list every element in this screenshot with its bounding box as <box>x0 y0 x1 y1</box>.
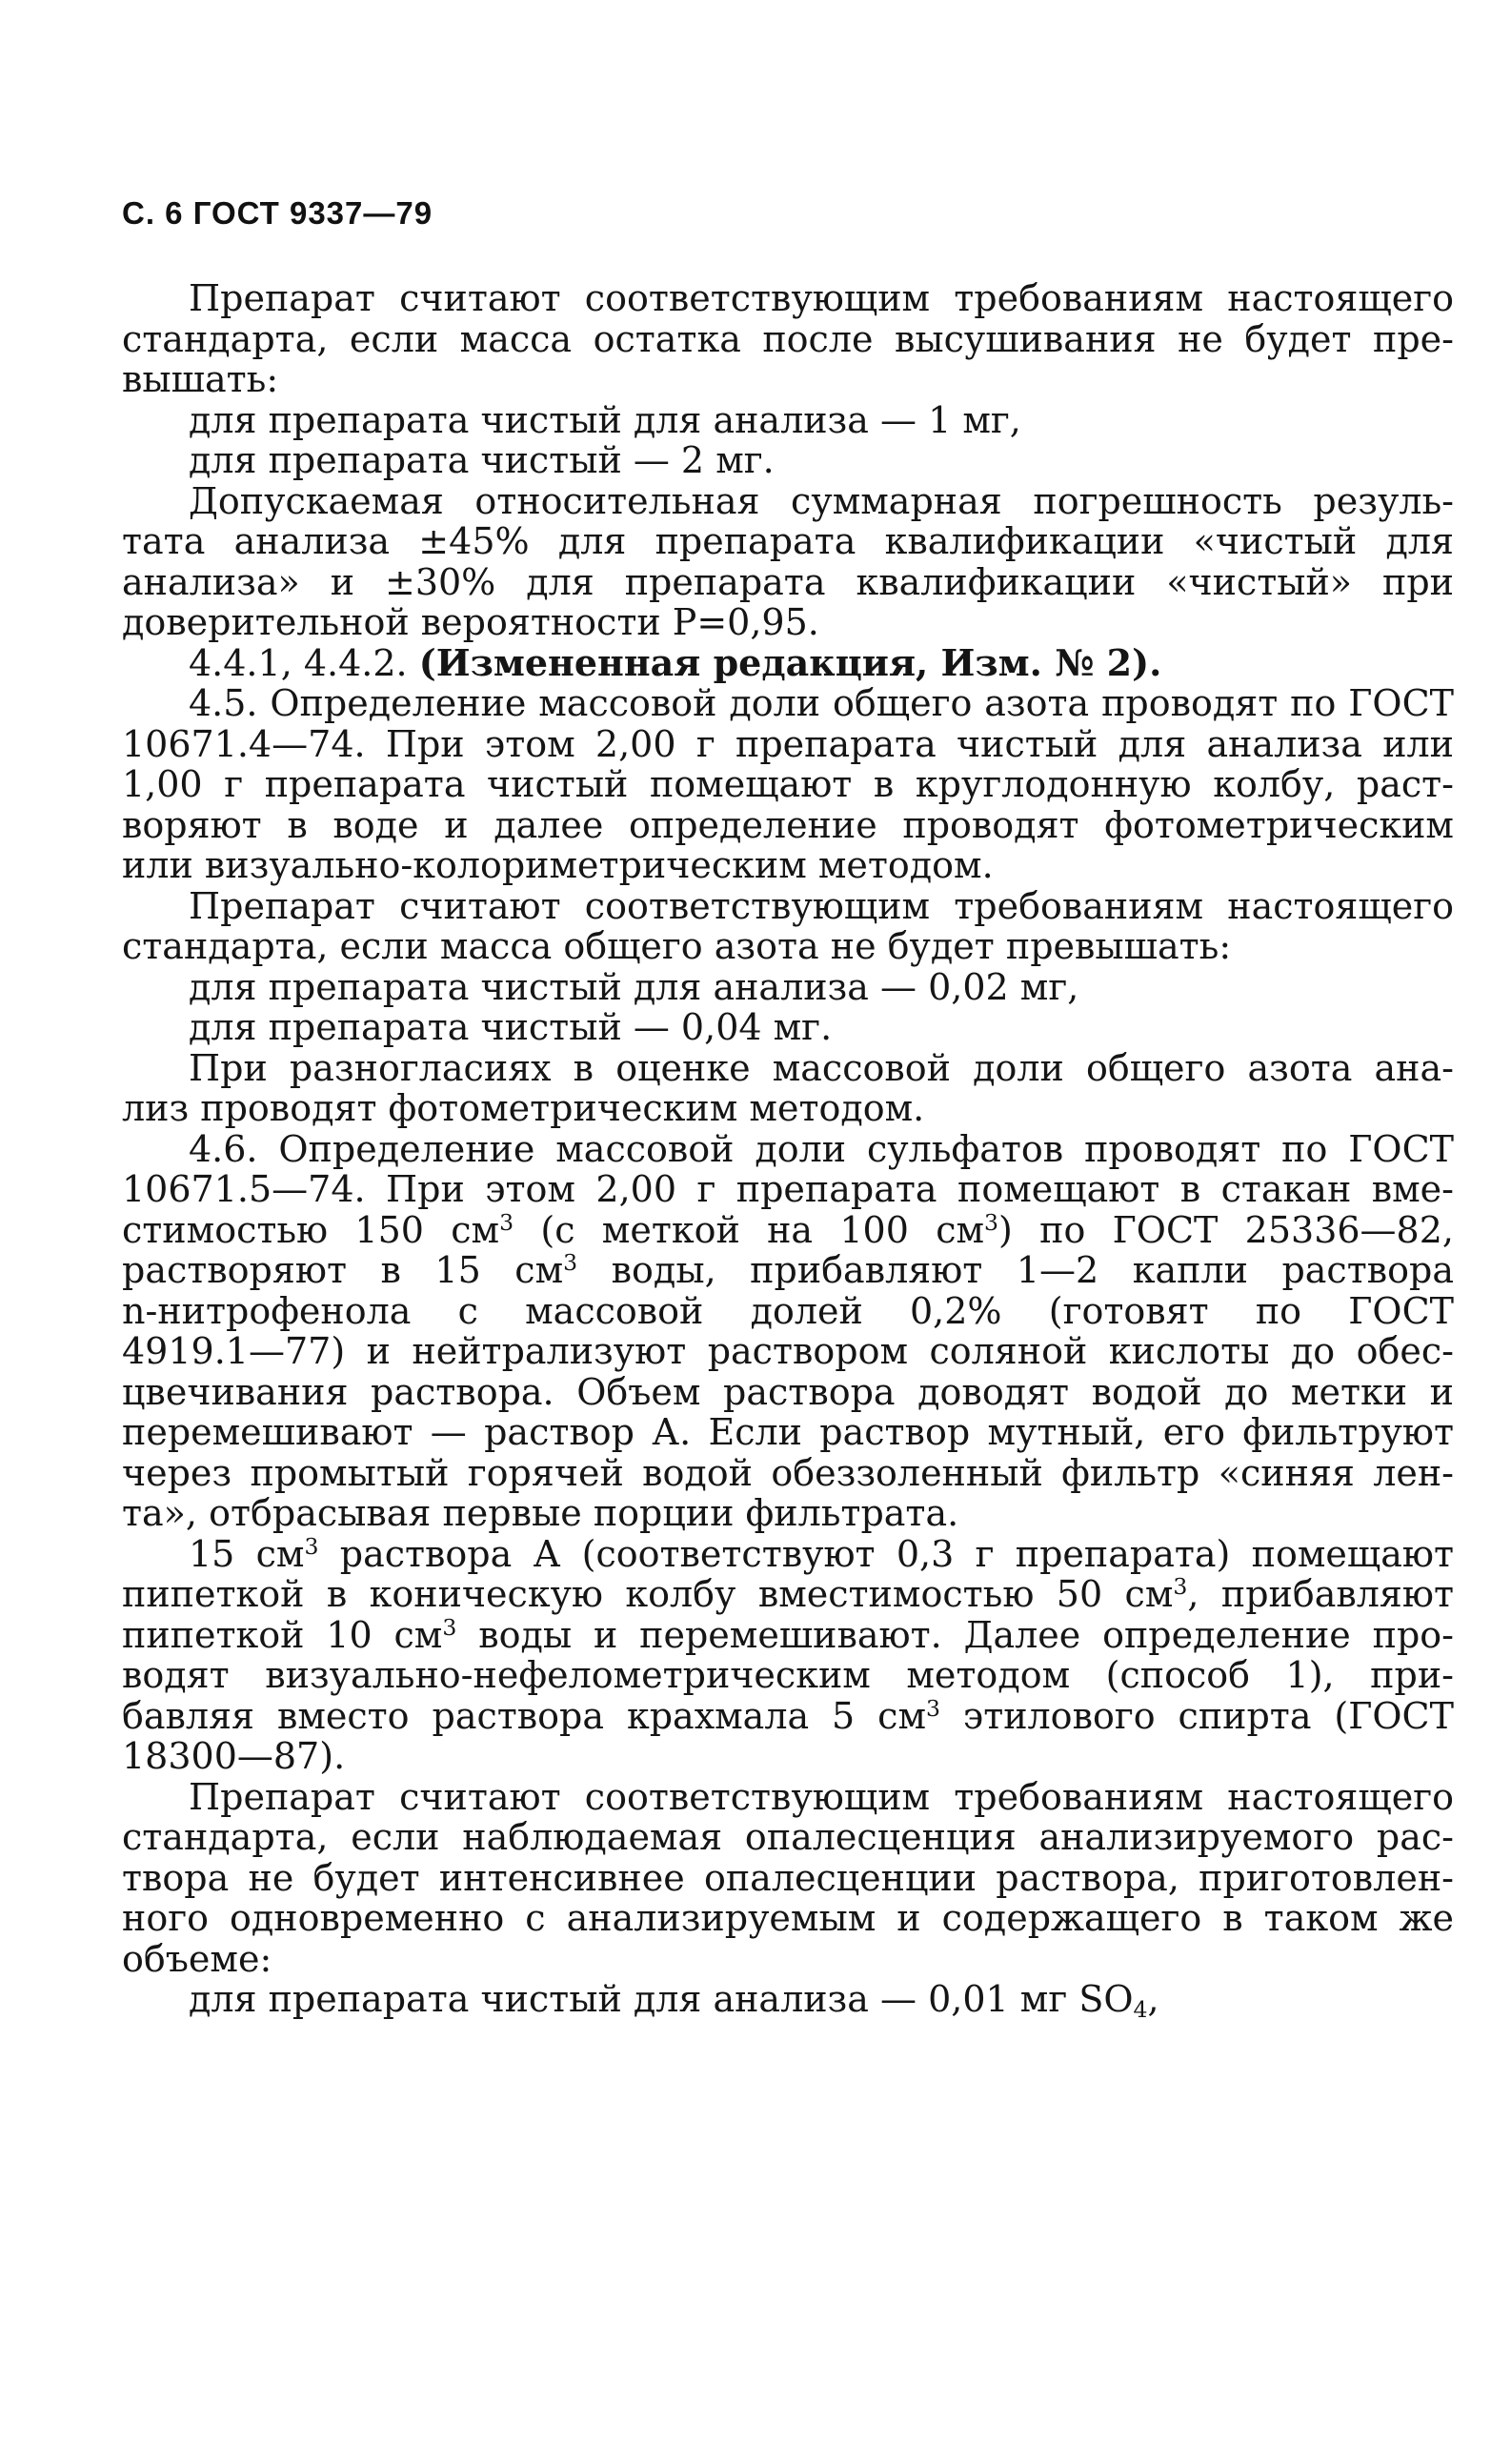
superscript: 3 <box>926 1694 940 1722</box>
text-line: Препарат считают соответствующим требованиям настоящего <box>189 277 1454 319</box>
superscript: 3 <box>1173 1573 1188 1601</box>
text-line: стандарта, если наблюдаемая опалесценция анализируемого рас- <box>122 1816 1454 1858</box>
list-item: для препарата чистый — 0,04 мг. <box>189 1006 833 1048</box>
text-line <box>122 640 1454 684</box>
paragraph-error-tolerance <box>122 481 1454 643</box>
text-line: стандарта, если масса общего азота не будет превышать: <box>122 925 1232 967</box>
superscript: 3 <box>304 1532 319 1560</box>
text-run: (с меткой на 100 см <box>514 1208 985 1251</box>
text-line: перемешивают — раствор А. Если раствор мутный, его фильтруют <box>122 1411 1454 1453</box>
paragraph-residue-requirement <box>122 278 1454 400</box>
list-item: для препарата чистый для анализа — 1 мг, <box>189 398 1021 441</box>
list-item <box>122 1978 1454 2023</box>
text-run: ) по ГОСТ 25336—82, <box>998 1208 1454 1251</box>
superscript: 3 <box>984 1208 999 1236</box>
sulfate-limits-list <box>122 1978 1454 2023</box>
text-line: 4.6. Определение массовой доли сульфатов проводят по ГОСТ <box>189 1127 1454 1170</box>
text-line: через промытый горячей водой обеззоленный фильтр «синяя лен- <box>122 1451 1454 1494</box>
text-line: Допускаемая относительная суммарная погрешность резуль- <box>189 479 1454 522</box>
text-run: пипеткой 10 см <box>122 1613 443 1656</box>
text-run: для препарата чистый для анализа — 0,01 мг SO <box>189 1978 1134 2020</box>
text-line: или визуально-колориметрическим методом. <box>122 844 994 886</box>
paragraph-section-4-5 <box>122 683 1454 886</box>
nitrogen-limits-list <box>122 967 1454 1048</box>
text-line: анализа» и ±30% для препарата квалификации «чистый» при <box>122 560 1454 603</box>
clause-numbers: 4.4.1, 4.4.2. <box>189 641 408 684</box>
text-line: та», отбрасывая первые порции фильтрата. <box>122 1492 959 1534</box>
document-body <box>122 277 1454 2023</box>
text-run: 15 см <box>189 1532 305 1575</box>
superscript: 3 <box>442 1613 457 1641</box>
text-line: стандарта, если масса остатка после высушивания не будет пре- <box>122 317 1454 360</box>
text-line: твора не будет интенсивнее опалесценции раствора, приготовлен- <box>122 1856 1454 1899</box>
paragraph-sample-preparation <box>122 1534 1454 1777</box>
text-run: раствора А (соответствуют 0,3 г препарата) помещают <box>318 1532 1454 1575</box>
text-run: бавляя вместо раствора крахмала 5 см <box>122 1694 926 1737</box>
text-line <box>122 1250 1454 1291</box>
paragraph-nitrogen-requirement <box>122 886 1454 967</box>
text-line: воряют в воде и далее определение проводят фотометрическим <box>122 803 1454 846</box>
list-item: для препарата чистый для анализа — 0,02 мг, <box>189 965 1079 1008</box>
revision-note: (Измененная редакция, Изм. № 2). <box>418 640 1162 684</box>
text-line: 18300—87). <box>122 1735 346 1777</box>
text-line: 10671.5—74. При этом 2,00 г препарата помещают в стакан вме- <box>122 1168 1454 1210</box>
text-run: стимостью 150 см <box>122 1208 500 1251</box>
text-run: воды и перемешивают. Далее определение про- <box>456 1613 1454 1656</box>
text-line: тата анализа ±45% для препарата квалификации «чистый для <box>122 520 1454 562</box>
text-line <box>122 1210 1454 1251</box>
text-line <box>122 1534 1454 1575</box>
text-line: 4919.1—77) и нейтрализуют раствором соляной кислоты до обес- <box>122 1330 1454 1372</box>
text-run: воды, прибавляют 1—2 капли раствора <box>577 1249 1454 1291</box>
text-line: 4.5. Определение массовой доли общего азота проводят по ГОСТ <box>189 682 1454 724</box>
text-line: водят визуально-нефелометрическим методом (способ 1), при- <box>122 1654 1454 1696</box>
paragraph-sulfate-requirement <box>122 1777 1454 1980</box>
text-line: 10671.4—74. При этом 2,00 г препарата чистый для анализа или <box>122 722 1454 765</box>
text-line: При разногласиях в оценке массовой доли общего азота ана- <box>189 1046 1454 1089</box>
superscript: 3 <box>499 1208 514 1236</box>
text-line: Препарат считают соответствующим требованиям настоящего <box>189 884 1454 927</box>
paragraph-disagreement <box>122 1048 1454 1129</box>
superscript: 3 <box>563 1249 578 1277</box>
text-line <box>122 1574 1454 1615</box>
text-run: пипеткой в коническую колбу вместимостью 50 см <box>122 1573 1174 1615</box>
text-line <box>122 1696 1454 1737</box>
paragraph-revision-note <box>122 640 1454 684</box>
text-line: доверительной вероятности P=0,95. <box>122 601 819 643</box>
text-run: , прибавляют <box>1187 1573 1454 1615</box>
text-run: этилового спирта (ГОСТ <box>939 1694 1454 1737</box>
paragraph-section-4-6 <box>122 1129 1454 1534</box>
page-header: С. 6 ГОСТ 9337—79 <box>122 195 433 231</box>
text-line: ного одновременно с анализируемым и содержащего в таком же <box>122 1897 1454 1939</box>
text-line <box>122 1615 1454 1656</box>
text-line: n-нитрофенола с массовой долей 0,2% (готовят по ГОСТ <box>122 1289 1454 1332</box>
text-line: цвечивания раствора. Объем раствора доводят водой до метки и <box>122 1370 1454 1413</box>
residue-limits-list <box>122 400 1454 481</box>
text-run: растворяют в 15 см <box>122 1249 564 1291</box>
text-line: вышать: <box>122 358 279 400</box>
text-line: Препарат считают соответствующим требованиям настоящего <box>189 1775 1454 1818</box>
text-run: , <box>1147 1978 1159 2020</box>
text-line: лиз проводят фотометрическим методом. <box>122 1087 925 1129</box>
text-line: 1,00 г препарата чистый помещают в круглодонную колбу, раст- <box>122 763 1454 805</box>
list-item: для препарата чистый — 2 мг. <box>189 439 775 481</box>
subscript: 4 <box>1133 1995 1148 2023</box>
text-line: объеме: <box>122 1937 272 1980</box>
